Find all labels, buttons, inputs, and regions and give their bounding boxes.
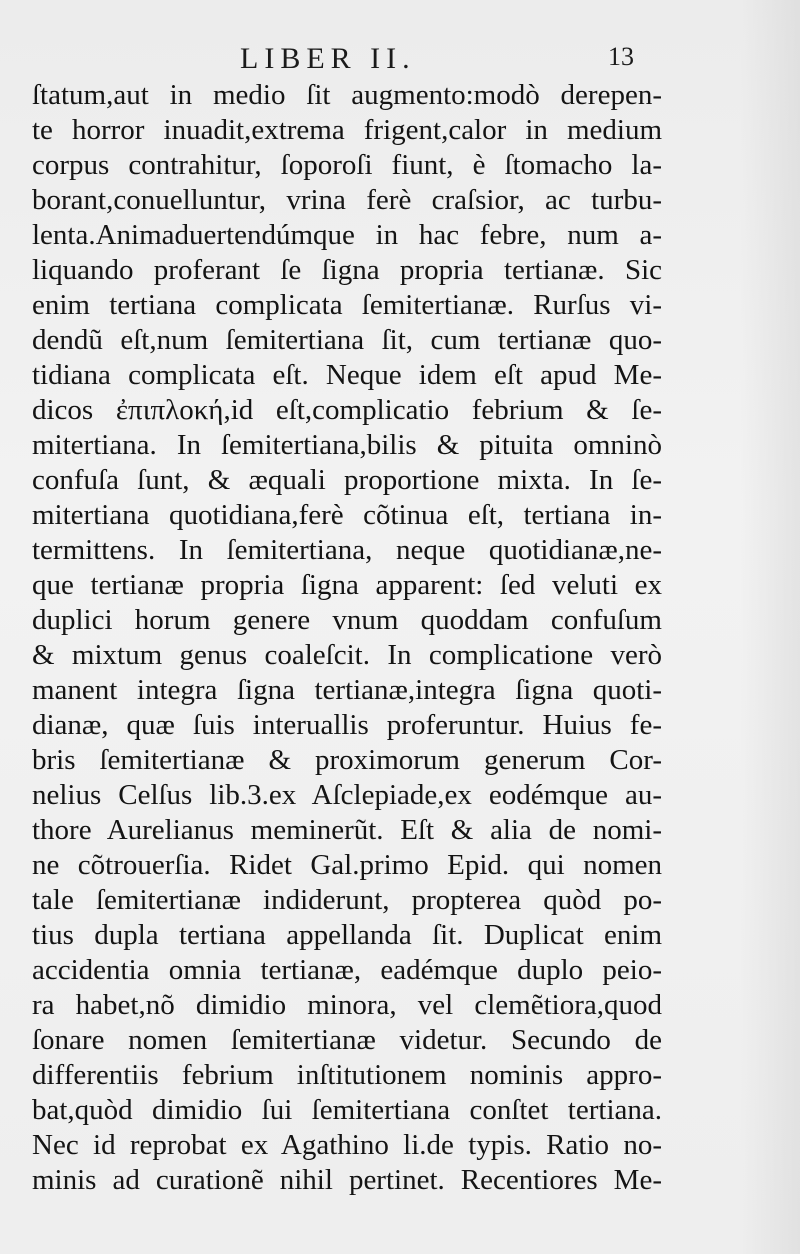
- text-line: differentiis febrium inſtitutionem nominis appro-: [32, 1059, 662, 1091]
- text-line: termittens. In ſemitertiana, neque quotidianæ,ne-: [32, 534, 662, 566]
- text-line: corpus contrahitur, ſoporoſi fiunt, è ſtomacho la-: [32, 149, 662, 181]
- text-line: bris ſemitertianæ & proximorum generum Cor-: [32, 744, 662, 776]
- text-line: lenta.Animaduertendúmque in hac febre, num a-: [32, 219, 662, 251]
- page-edge-shadow: [740, 0, 800, 1254]
- text-line: ra habet,nõ dimidio minora, vel clemẽtiora,quod: [32, 989, 662, 1021]
- text-line: bat,quòd dimidio ſui ſemitertiana conſtet tertiana.: [32, 1094, 662, 1126]
- text-line: nelius Celſus lib.3.ex Aſclepiade,ex eodémque au-: [32, 779, 662, 811]
- text-line: & mixtum genus coaleſcit. In complicatione verò: [32, 639, 662, 671]
- text-line: manent integra ſigna tertianæ,integra ſigna quoti-: [32, 674, 662, 706]
- text-line: Nec id reprobat ex Agathino li.de typis. Ratio no-: [32, 1129, 662, 1161]
- text-line: tius dupla tertiana appellanda ſit. Duplicat enim: [32, 919, 662, 951]
- text-line: enim tertiana complicata ſemitertianæ. Rurſus vi-: [32, 289, 662, 321]
- page-number: 13: [608, 42, 634, 71]
- text-line: borant,conuelluntur, vrina ferè craſsior, ac turbu-: [32, 184, 662, 216]
- text-line: dicos ἐπιπλοκή,id eſt,complicatio febrium & ſe-: [32, 394, 662, 426]
- text-line: mitertiana. In ſemitertiana,bilis & pituita omninò: [32, 429, 662, 461]
- text-line: confuſa ſunt, & æquali proportione mixta. In ſe-: [32, 464, 662, 496]
- text-line: accidentia omnia tertianæ, eadémque duplo peio-: [32, 954, 662, 986]
- text-line: liquando proferant ſe ſigna propria tertianæ. Sic: [32, 254, 662, 286]
- body-text: [32, 78, 662, 1198]
- running-head: LIBER II.: [240, 42, 416, 75]
- text-line: tale ſemitertianæ indiderunt, propterea quòd po-: [32, 884, 662, 916]
- text-line: tidiana complicata eſt. Neque idem eſt apud Me-: [32, 359, 662, 391]
- text-line: te horror inuadit,extrema frigent,calor in medium: [32, 114, 662, 146]
- text-line: minis ad curationẽ nihil pertinet. Recentiores Me-: [32, 1164, 662, 1196]
- text-line: mitertiana quotidiana,ferè cõtinua eſt, tertiana in-: [32, 499, 662, 531]
- text-line: thore Aurelianus meminerũt. Eſt & alia de nomi-: [32, 814, 662, 846]
- text-line: dianæ, quæ ſuis interuallis proferuntur. Huius fe-: [32, 709, 662, 741]
- text-line: dendũ eſt,num ſemitertiana ſit, cum tertianæ quo-: [32, 324, 662, 356]
- text-line: que tertianæ propria ſigna apparent: ſed veluti ex: [32, 569, 662, 601]
- text-line: ſonare nomen ſemitertianæ videtur. Secundo de: [32, 1024, 662, 1056]
- text-line: duplici horum genere vnum quoddam confuſum: [32, 604, 662, 636]
- text-line: ſtatum,aut in medio ſit augmento:modò derepen-: [32, 79, 662, 111]
- text-line: ne cõtrouerſia. Ridet Gal.primo Epid. qui nomen: [32, 849, 662, 881]
- page-header: [0, 42, 800, 82]
